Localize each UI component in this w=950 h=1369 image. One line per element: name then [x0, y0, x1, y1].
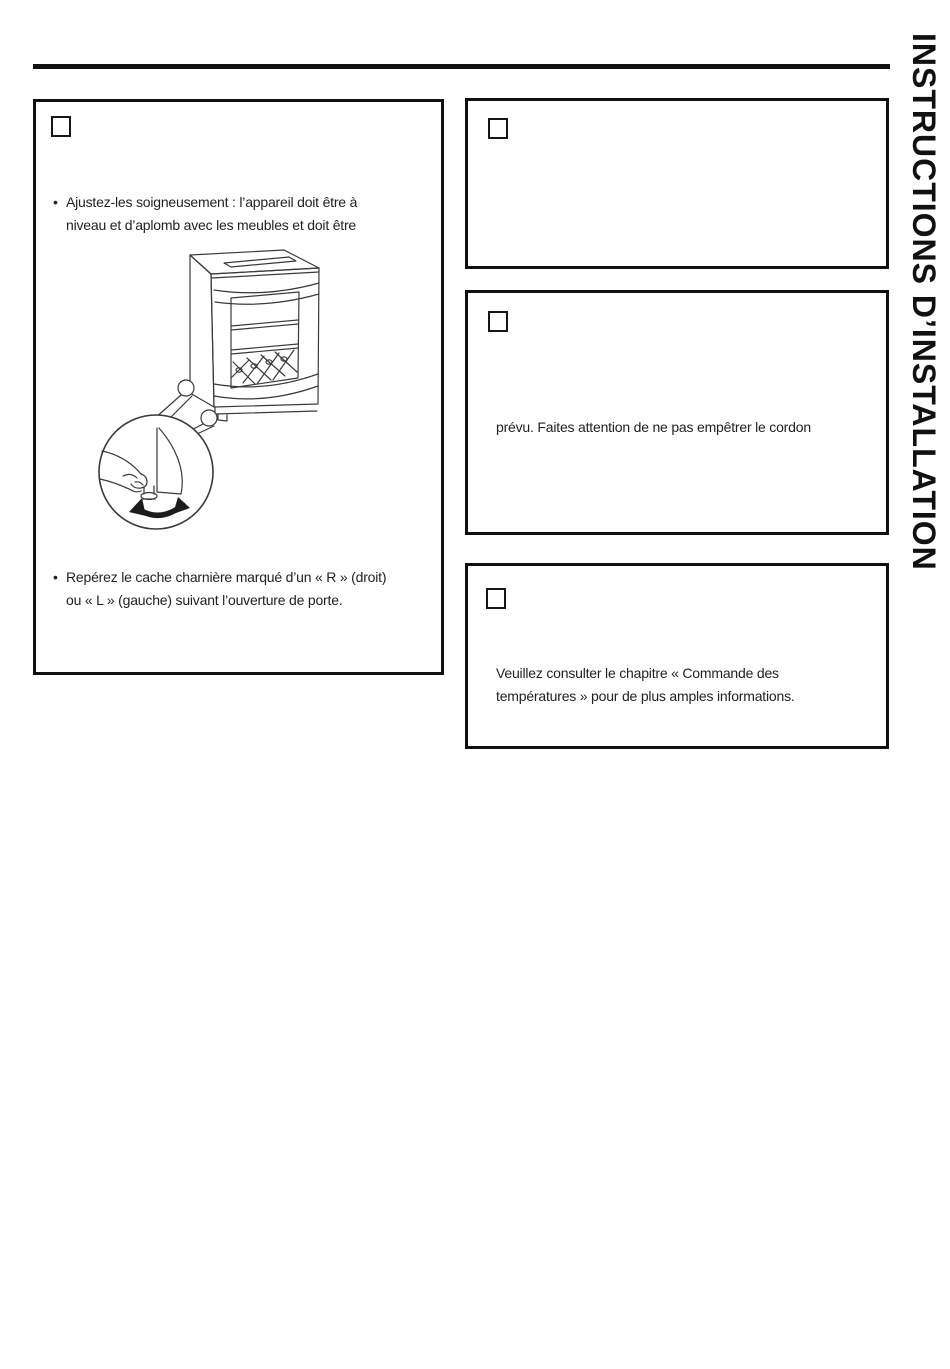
- page-title: INSTRUCTIONS D’INSTALLATION: [906, 33, 942, 571]
- section-step-1: [465, 98, 889, 269]
- section-power-cord: [465, 290, 889, 535]
- step-checkbox: [488, 118, 508, 139]
- bullet-item-hinge-cover: [53, 566, 386, 611]
- body-text-line: Veuillez consulter le chapitre « Commande des: [496, 665, 779, 681]
- step-checkbox: [51, 116, 71, 137]
- body-text: [496, 662, 795, 707]
- bullet-item-adjust: [53, 191, 357, 236]
- bullet-text-line: Ajustez-les soigneusement : l’appareil doit être à: [66, 194, 358, 210]
- body-text-line: températures » pour de plus amples informations.: [496, 687, 795, 704]
- section-temperature-control: [465, 563, 889, 749]
- bullet-text-line: ou « L » (gauche) suivant l’ouverture de porte.: [66, 591, 343, 608]
- step-checkbox: [488, 311, 508, 332]
- bullet-text-line: Repérez le cache charnière marqué d’un « R » (droit): [66, 569, 387, 585]
- bullet-text-line: niveau et d’aplomb avec les meubles et doit être: [66, 216, 357, 233]
- top-rule: [33, 64, 890, 69]
- step-checkbox: [486, 588, 506, 609]
- bullet-icon: •: [53, 569, 58, 585]
- bullet-icon: •: [53, 194, 58, 210]
- body-text: prévu. Faites attention de ne pas empêtrer le cordon: [496, 419, 811, 435]
- section-leveling: [33, 99, 444, 675]
- wine-cellar-leveling-illustration: [93, 246, 325, 538]
